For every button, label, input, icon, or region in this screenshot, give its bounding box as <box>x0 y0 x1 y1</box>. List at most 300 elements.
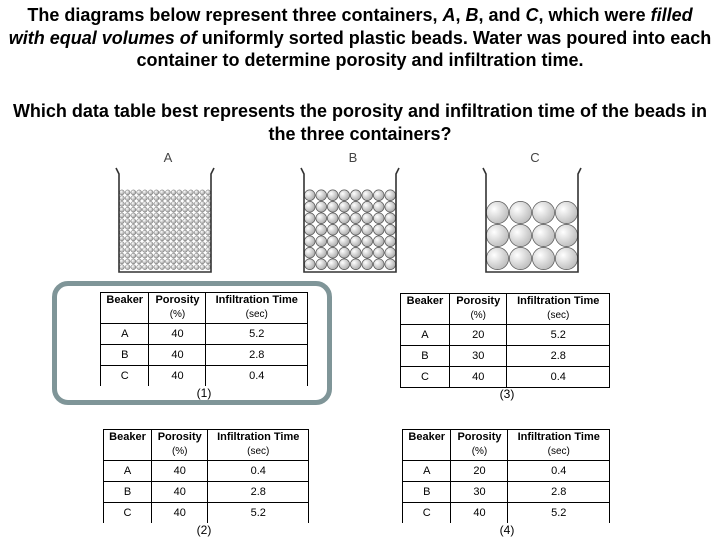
bead <box>148 224 153 229</box>
bead <box>142 247 147 252</box>
bead <box>200 247 205 252</box>
bead <box>327 224 338 235</box>
bead <box>200 242 205 247</box>
bead <box>165 242 170 247</box>
bead <box>385 259 396 270</box>
bead <box>316 190 327 201</box>
bead <box>154 219 159 224</box>
bead <box>316 201 327 212</box>
bead <box>119 265 124 270</box>
bead <box>555 247 577 269</box>
bead <box>119 196 124 201</box>
bead <box>183 236 188 241</box>
bead <box>154 265 159 270</box>
option-caption-2: (2) <box>196 523 212 537</box>
bead <box>194 265 199 270</box>
bead <box>165 207 170 212</box>
bead <box>177 265 182 270</box>
bead <box>362 236 373 247</box>
bead <box>200 196 205 201</box>
bead <box>142 207 147 212</box>
bead <box>206 230 211 235</box>
table-row: C 40 5.2 <box>104 503 309 524</box>
bead <box>373 236 384 247</box>
bead <box>509 201 531 223</box>
bead <box>206 196 211 201</box>
bead <box>177 247 182 252</box>
bead <box>194 213 199 218</box>
bead <box>350 201 361 212</box>
bead <box>125 190 130 195</box>
bead <box>154 253 159 258</box>
bead <box>160 253 165 258</box>
bead <box>137 253 142 258</box>
bead <box>171 207 176 212</box>
bead <box>142 230 147 235</box>
bead <box>177 224 182 229</box>
bead <box>509 224 531 246</box>
table-row: A 20 5.2 <box>401 325 610 346</box>
header-infiltration: Infiltration Time <box>206 293 308 308</box>
bead <box>362 201 373 212</box>
bead <box>339 224 350 235</box>
bead <box>206 259 211 264</box>
bead <box>160 219 165 224</box>
bead <box>119 224 124 229</box>
bead <box>119 253 124 258</box>
bead <box>142 219 147 224</box>
bead <box>188 242 193 247</box>
bead <box>194 196 199 201</box>
bead <box>509 247 531 269</box>
bead <box>177 196 182 201</box>
bead <box>194 201 199 206</box>
bead <box>142 259 147 264</box>
bead <box>200 253 205 258</box>
bead <box>200 190 205 195</box>
bead <box>137 230 142 235</box>
bead <box>177 201 182 206</box>
bead <box>125 253 130 258</box>
bead <box>486 201 508 223</box>
bead <box>194 236 199 241</box>
bead <box>160 242 165 247</box>
bead <box>183 259 188 264</box>
bead <box>327 259 338 270</box>
bead <box>160 201 165 206</box>
bead <box>194 207 199 212</box>
italic-phrase: filled with equal volumes of <box>8 5 693 48</box>
bead <box>316 247 327 258</box>
bead <box>183 265 188 270</box>
beaker-a-small-beads-diagram <box>113 166 217 274</box>
bead <box>148 190 153 195</box>
bead <box>339 259 350 270</box>
table-row: B 30 2.8 <box>401 346 610 367</box>
bead <box>137 242 142 247</box>
bead <box>385 201 396 212</box>
bead <box>316 236 327 247</box>
bead <box>131 259 136 264</box>
bead <box>165 259 170 264</box>
bead <box>119 247 124 252</box>
bead <box>177 213 182 218</box>
bead <box>339 201 350 212</box>
beaker-outline <box>301 168 399 272</box>
bead <box>131 253 136 258</box>
bead <box>304 224 315 235</box>
bead <box>177 190 182 195</box>
bead <box>160 259 165 264</box>
bead <box>171 253 176 258</box>
bead <box>183 242 188 247</box>
bead <box>142 224 147 229</box>
bead <box>183 207 188 212</box>
bead <box>171 224 176 229</box>
bead <box>171 236 176 241</box>
bead <box>362 259 373 270</box>
bead <box>177 219 182 224</box>
table-row: A 40 5.2 <box>101 324 308 345</box>
bead <box>131 219 136 224</box>
bead <box>119 213 124 218</box>
bead <box>142 236 147 241</box>
bead <box>183 247 188 252</box>
bead <box>373 190 384 201</box>
bead <box>206 253 211 258</box>
bead <box>154 196 159 201</box>
bead <box>200 219 205 224</box>
bead <box>183 190 188 195</box>
bead <box>160 247 165 252</box>
bead <box>177 230 182 235</box>
bead <box>142 213 147 218</box>
bead <box>200 207 205 212</box>
bead <box>183 196 188 201</box>
bead <box>385 190 396 201</box>
bead <box>206 190 211 195</box>
answer-table-4[interactable]: Beaker Porosity Infiltration Time (%) (sec) A 20 0.4 B 30 2.8 C 40 5.2 <box>402 429 610 523</box>
bead <box>200 213 205 218</box>
bead <box>188 247 193 252</box>
bead <box>555 201 577 223</box>
beaker-label-b: B <box>348 150 358 165</box>
bead <box>119 242 124 247</box>
bead <box>160 190 165 195</box>
bead <box>339 236 350 247</box>
bead <box>194 219 199 224</box>
bead <box>304 190 315 201</box>
bead <box>177 236 182 241</box>
bead <box>125 265 130 270</box>
bead <box>486 224 508 246</box>
bead <box>125 201 130 206</box>
bead <box>304 259 315 270</box>
bead <box>200 236 205 241</box>
bead <box>532 224 554 246</box>
bead <box>206 242 211 247</box>
bead <box>125 207 130 212</box>
bead <box>154 242 159 247</box>
bead <box>142 253 147 258</box>
bead <box>177 242 182 247</box>
bead <box>316 259 327 270</box>
bead <box>154 247 159 252</box>
bead <box>327 190 338 201</box>
bead <box>165 236 170 241</box>
bead <box>316 213 327 224</box>
bead <box>177 253 182 258</box>
question-text: The diagrams below represent three containers, A, B, and C, which were filled with equal volumes of uniformly sorted plastic beads. Water was poured into each container to determine porosity and infiltration time. <box>8 5 712 70</box>
bead <box>160 207 165 212</box>
bead <box>373 247 384 258</box>
bead <box>148 201 153 206</box>
container-c-name: C <box>525 5 539 25</box>
bead <box>119 236 124 241</box>
bead <box>171 219 176 224</box>
bead <box>385 247 396 258</box>
bead <box>171 265 176 270</box>
bead <box>316 224 327 235</box>
bead <box>142 190 147 195</box>
answer-table-1[interactable]: Beaker Porosity Infiltration Time (%) (sec) A 40 5.2 B 40 2.8 C 40 0.4 <box>100 292 308 386</box>
bead <box>154 224 159 229</box>
answer-table-3[interactable]: Beaker Porosity Infiltration Time (%) (sec) A 20 5.2 B 30 2.8 C 40 0.4 <box>400 293 610 388</box>
bead <box>148 247 153 252</box>
bead <box>131 236 136 241</box>
bead <box>206 224 211 229</box>
option-caption-1: (1) <box>196 386 212 400</box>
bead <box>194 242 199 247</box>
bead <box>148 242 153 247</box>
bead <box>188 213 193 218</box>
table-row: A 20 0.4 <box>403 461 610 482</box>
bead <box>142 196 147 201</box>
bead <box>206 219 211 224</box>
container-b-name: B <box>465 5 479 25</box>
bead <box>154 236 159 241</box>
bead <box>206 236 211 241</box>
question-prompt: Which data table best represents the porosity and infiltration time of the beads in the three containers? <box>12 101 708 144</box>
bead <box>148 219 153 224</box>
bead <box>137 190 142 195</box>
bead <box>183 253 188 258</box>
bead <box>160 213 165 218</box>
bead <box>160 224 165 229</box>
bead <box>373 224 384 235</box>
bead <box>171 247 176 252</box>
bead <box>137 207 142 212</box>
table-row: B 40 2.8 <box>101 345 308 366</box>
bead <box>486 247 508 269</box>
bead <box>373 213 384 224</box>
bead <box>183 201 188 206</box>
bead <box>373 259 384 270</box>
bead <box>362 247 373 258</box>
bead <box>119 230 124 235</box>
bead <box>183 224 188 229</box>
bead <box>131 213 136 218</box>
bead <box>131 196 136 201</box>
bead <box>131 247 136 252</box>
bead <box>194 190 199 195</box>
bead <box>154 230 159 235</box>
bead <box>206 213 211 218</box>
bead <box>555 224 577 246</box>
bead <box>350 247 361 258</box>
bead <box>171 196 176 201</box>
bead <box>194 230 199 235</box>
bead <box>194 247 199 252</box>
table-row: A 40 0.4 <box>104 461 309 482</box>
bead <box>137 259 142 264</box>
bead <box>148 213 153 218</box>
bead <box>125 259 130 264</box>
bead <box>148 236 153 241</box>
bead <box>304 213 315 224</box>
bead <box>131 190 136 195</box>
bead <box>165 247 170 252</box>
bead <box>200 230 205 235</box>
bead <box>131 265 136 270</box>
bead <box>148 259 153 264</box>
bead <box>188 253 193 258</box>
bead <box>188 219 193 224</box>
bead <box>304 201 315 212</box>
bead <box>183 219 188 224</box>
beaker-c-large-beads-diagram <box>480 166 584 274</box>
bead <box>385 236 396 247</box>
bead <box>131 207 136 212</box>
bead <box>125 242 130 247</box>
bead <box>165 219 170 224</box>
header-porosity: Porosity <box>149 293 206 308</box>
bead <box>171 242 176 247</box>
bead <box>385 224 396 235</box>
bead <box>137 224 142 229</box>
bead <box>188 265 193 270</box>
bead <box>362 213 373 224</box>
bead <box>165 265 170 270</box>
bead <box>339 190 350 201</box>
bead <box>131 201 136 206</box>
bead <box>177 207 182 212</box>
bead <box>119 219 124 224</box>
bead <box>188 230 193 235</box>
bead <box>137 219 142 224</box>
bead <box>183 213 188 218</box>
bead <box>125 213 130 218</box>
table-row: C 40 0.4 <box>401 367 610 388</box>
bead <box>532 201 554 223</box>
bead <box>119 207 124 212</box>
bead <box>171 259 176 264</box>
bead <box>188 259 193 264</box>
bead <box>194 253 199 258</box>
bead <box>148 207 153 212</box>
bead <box>137 265 142 270</box>
bead <box>350 213 361 224</box>
bead <box>177 259 182 264</box>
bead <box>339 213 350 224</box>
bead <box>206 247 211 252</box>
bead <box>327 236 338 247</box>
beaker-label-c: C <box>530 150 540 165</box>
bead <box>137 236 142 241</box>
bead <box>131 242 136 247</box>
bead <box>350 224 361 235</box>
table-row: C 40 5.2 <box>403 503 610 524</box>
table-row: B 30 2.8 <box>403 482 610 503</box>
bead <box>206 265 211 270</box>
bead <box>165 253 170 258</box>
bead <box>171 201 176 206</box>
bead <box>194 259 199 264</box>
container-a-name: A <box>442 5 456 25</box>
bead <box>327 247 338 258</box>
bead <box>131 224 136 229</box>
bead <box>165 196 170 201</box>
bead <box>137 247 142 252</box>
bead <box>304 236 315 247</box>
bead <box>532 247 554 269</box>
table-row: C 40 0.4 <box>101 366 308 387</box>
bead <box>188 236 193 241</box>
bead <box>160 236 165 241</box>
bead <box>171 213 176 218</box>
bead <box>385 213 396 224</box>
option-caption-3: (3) <box>499 387 515 401</box>
bead <box>165 201 170 206</box>
bead <box>125 219 130 224</box>
bead <box>125 196 130 201</box>
bead <box>119 259 124 264</box>
bead <box>131 230 136 235</box>
bead <box>327 201 338 212</box>
bead <box>373 201 384 212</box>
bead <box>200 265 205 270</box>
bead <box>137 196 142 201</box>
bead <box>362 190 373 201</box>
bead <box>154 207 159 212</box>
bead <box>165 213 170 218</box>
option-caption-4: (4) <box>499 523 515 537</box>
table-row: B 40 2.8 <box>104 482 309 503</box>
beaker-b-medium-beads-diagram <box>298 166 402 274</box>
answer-table-2[interactable]: Beaker Porosity Infiltration Time (%) (sec) A 40 0.4 B 40 2.8 C 40 5.2 <box>103 429 309 523</box>
bead <box>350 236 361 247</box>
bead <box>142 242 147 247</box>
bead <box>188 207 193 212</box>
bead <box>148 230 153 235</box>
bead <box>125 230 130 235</box>
bead <box>125 236 130 241</box>
bead <box>137 213 142 218</box>
bead <box>119 201 124 206</box>
bead <box>362 224 373 235</box>
bead <box>339 247 350 258</box>
bead <box>154 213 159 218</box>
bead <box>206 207 211 212</box>
bead <box>200 201 205 206</box>
bead <box>154 190 159 195</box>
bead <box>350 190 361 201</box>
bead <box>327 213 338 224</box>
bead <box>188 201 193 206</box>
bead <box>200 224 205 229</box>
bead <box>160 196 165 201</box>
bead <box>165 190 170 195</box>
